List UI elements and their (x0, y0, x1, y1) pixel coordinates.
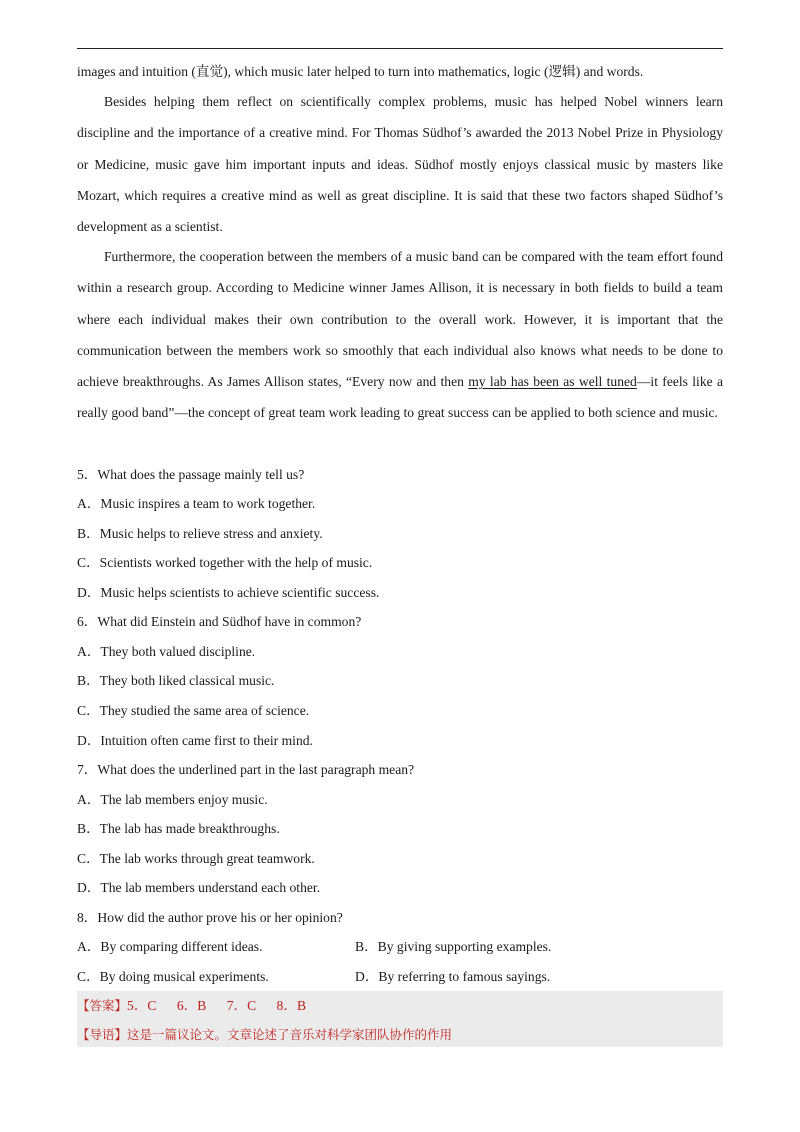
question-7-option-a: A．The lab members enjoy music. (77, 792, 268, 807)
answer-text: 5．C 6．B 7．C 8．B (127, 998, 307, 1013)
question-5-option-b: B．Music helps to relieve stress and anxiety. (77, 526, 323, 541)
question-8-option-d: D．By referring to famous sayings. (355, 969, 551, 984)
question-8-option-a: A．By comparing different ideas. (77, 939, 263, 954)
paragraph-2-text-before: Furthermore, the cooperation between the members of a music band can be compared with the team effort found within a research group. According to Medicine winner James Allison, it is necessary in both fields to build a team where each individual makes their own contribution to the overall work. However, it is important that the communication between the members work so smoothly that each individual also knows what needs to be done to achieve breakthroughs. As James Allison states, “Every now and then (77, 249, 723, 390)
guide-text: 这是一篇议论文。文章论述了音乐对科学家团队协作的作用 (127, 1027, 453, 1042)
question-6-stem: 6．What did Einstein and Südhof have in common? (77, 614, 362, 629)
question-7-stem: 7．What does the underlined part in the last paragraph mean? (77, 762, 415, 777)
question-7-option-c: C．The lab works through great teamwork. (77, 851, 315, 866)
question-7-option-d: D．The lab members understand each other. (77, 880, 321, 895)
header-rule (77, 48, 723, 49)
question-8-stem: 8．How did the author prove his or her opinion? (77, 910, 343, 925)
question-5-stem: 5．What does the passage mainly tell us? (77, 467, 305, 482)
guide-tag: 【导语】 (77, 1027, 128, 1042)
paragraph-2-text-after: —it feels like a really good band”—the concept of great team work leading to great success can be applied to both science and music. (77, 374, 724, 421)
question-5-option-a: A．Music inspires a team to work together. (77, 496, 316, 511)
question-5-option-c: C．Scientists worked together with the help of music. (77, 555, 373, 570)
passage-paragraph-1: Besides helping them reflect on scientifically complex problems, music has helped Nobel winners learn discipline and the importance of a creative mind. For Thomas Südhof’s awarded the 2013 Nobel Prize in Physiology or Medicine, music gave him important inputs and ideas. Südhof mostly enjoys classical music by masters like Mozart, which requires a creative mind as well as great discipline. It is said that these two factors shaped Südhof’s development as a scientist. (77, 94, 723, 235)
underlined-phrase: my lab has been as well tuned (468, 374, 637, 390)
question-8-option-b: B．By giving supporting examples. (355, 939, 552, 954)
question-6-option-c: C．They studied the same area of science. (77, 703, 310, 718)
answer-tag: 【答案】 (77, 998, 128, 1013)
answer-line (77, 997, 306, 1015)
guide-line (77, 1026, 452, 1044)
question-6-option-a: A．They both valued discipline. (77, 644, 256, 659)
question-6-option-b: B．They both liked classical music. (77, 673, 275, 688)
passage-paragraph-2 (77, 241, 723, 429)
passage-intro-line: images and intuition (直觉), which music later helped to turn into mathematics, logic (逻辑) and words. (77, 64, 644, 79)
question-6-option-d: D．Intuition often came first to their mind. (77, 733, 313, 748)
question-5-option-d: D．Music helps scientists to achieve scientific success. (77, 585, 380, 600)
question-7-option-b: B．The lab has made breakthroughs. (77, 821, 280, 836)
question-8-option-c: C．By doing musical experiments. (77, 969, 269, 984)
